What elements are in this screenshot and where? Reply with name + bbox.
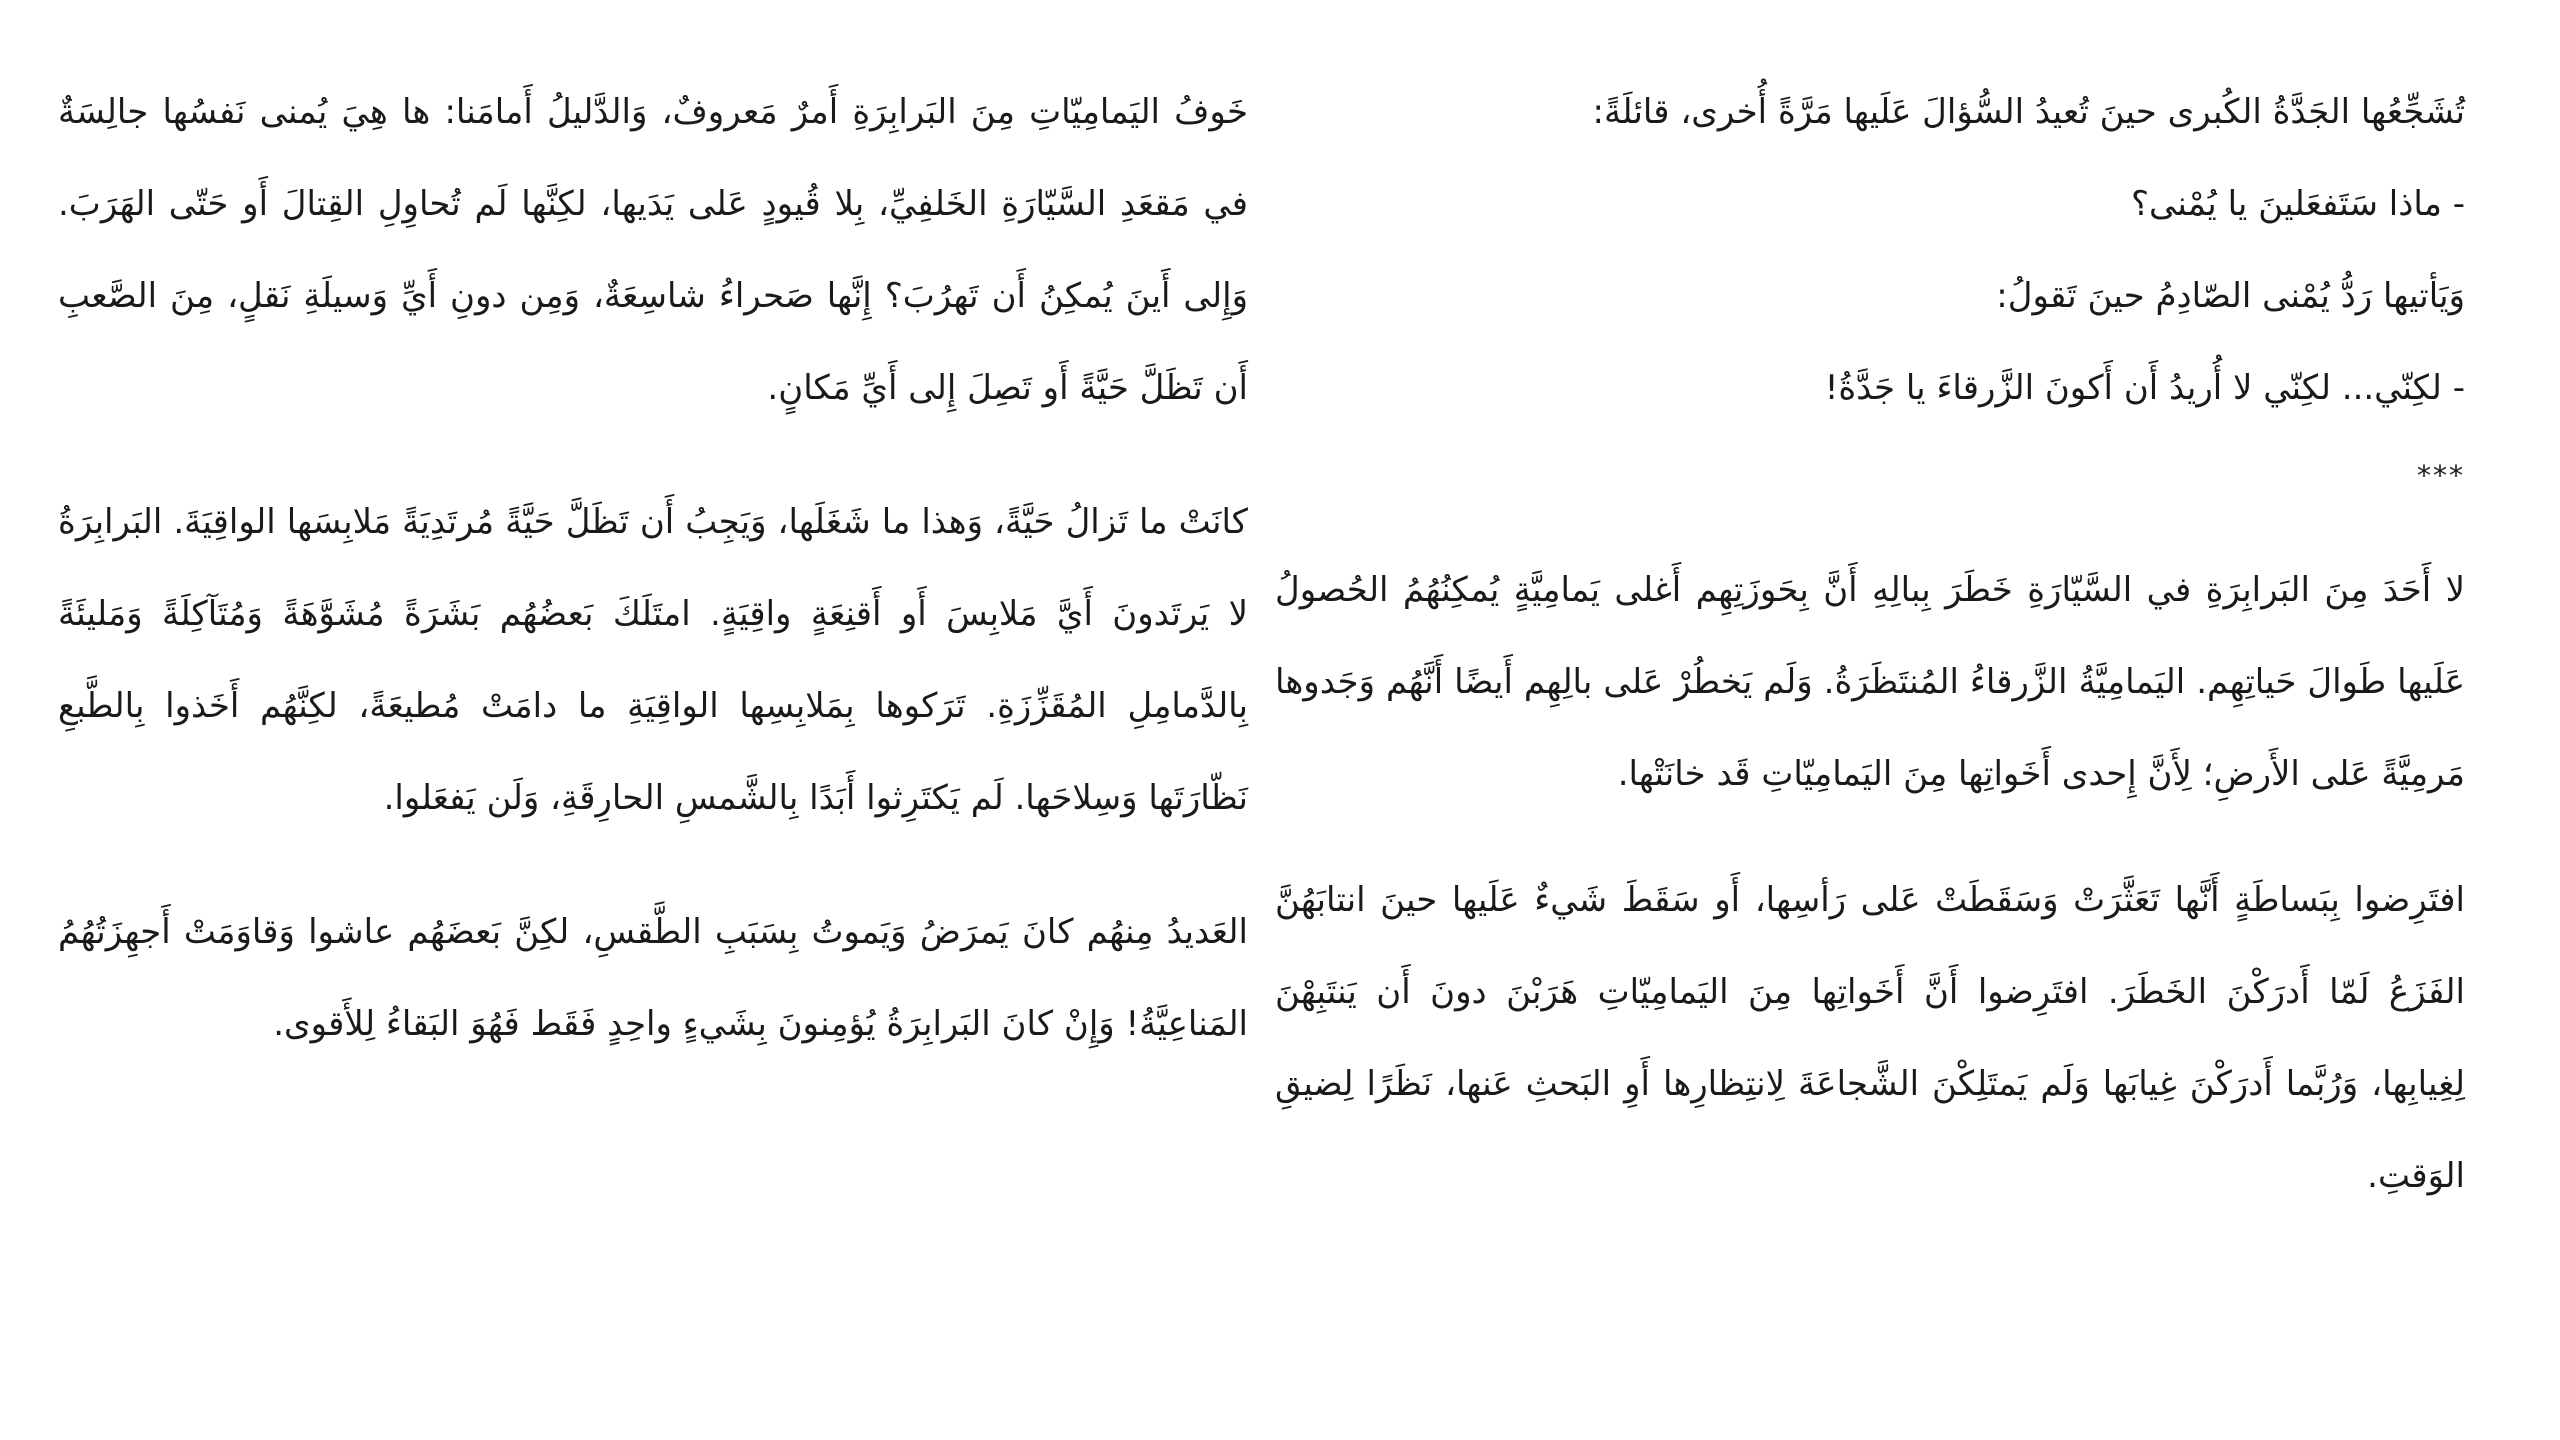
right-paragraph-2: افتَرِضوا بِبَساطَةٍ أَنَّها تَعَثَّرَتْ وَسَقَطَتْ عَلى رَأسِها، أَو سَقَطَ شَيءٌ عَلَيها حينَ انتابَهُنَّ الفَزَعُ لَمّا أَدرَكْنَ الخَطَرَ. افتَرِضوا أَنَّ أَخَواتِها مِنَ اليَمامِيّاتِ هَرَبْنَ دونَ أَن يَنتَبِهْنَ لِغِيابِها، وَرُبَّما أَدرَكْنَ غِيابَها وَلَم يَمتَلِكْنَ الشَّجاعَةَ لِانتِظارِها أَوِ البَحثِ عَنها، نَظَرًا لِضيقِ الوَقتِ. [1275,880,2465,1196]
left-page [58,66,1248,1112]
left-paragraph-1: خَوفُ اليَمامِيّاتِ مِنَ البَرابِرَةِ أَمرٌ مَعروفٌ، وَالدَّليلُ أَمامَنا: ها هِيَ يُمنى نَفسُها جالِسَةٌ في مَقعَدِ السَّيّارَةِ الخَلفِيِّ، بِلا قُيودٍ عَلى يَدَيها، لكِنَّها لَم تُحاوِلِ القِتالَ أَو حَتّى الهَرَبَ. وَإِلى أَينَ يُمكِنُ أَن تَهرُبَ؟ إِنَّها صَحراءُ شاسِعَةٌ، وَمِن دونِ أَيِّ وَسيلَةِ نَقلٍ، مِنَ الصَّعبِ أَن تَظَلَّ حَيَّةً أَو تَصِلَ إِلى أَيِّ مَكانٍ. [58,92,1248,408]
reply-intro-line: وَيَأتيها رَدُّ يُمْنى الصّادِمُ حينَ تَقولُ: [1996,276,2465,316]
section-separator: *** [2417,459,2465,492]
right-paragraph-1: لا أَحَدَ مِنَ البَرابِرَةِ في السَّيّارَةِ خَطَرَ بِبالِهِ أَنَّ بِحَوزَتِهِم أَغلى يَمامِيَّةٍ يُمكِنُهُمُ الحُصولُ عَلَيها طَوالَ حَياتِهِم. اليَمامِيَّةُ الزَّرقاءُ المُنتَظَرَةُ. وَلَم يَخطُرْ عَلى بالِهِم أَيضًا أَنَّهُم وَجَدوها مَرمِيَّةً عَلى الأَرضِ؛ لِأَنَّ إِحدى أَخَواتِها مِنَ اليَمامِيّاتِ قَد خانَتْها. [1275,570,2465,794]
left-paragraph-2: كانَتْ ما تَزالُ حَيَّةً، وَهذا ما شَغَلَها، وَيَجِبُ أَن تَظَلَّ حَيَّةً مُرتَدِيَةً مَلابِسَها الواقِيَةَ. البَرابِرَةُ لا يَرتَدونَ أَيَّ مَلابِسَ أَو أَقنِعَةٍ واقِيَةٍ. امتَلَكَ بَعضُهُم بَشَرَةً مُشَوَّهَةً وَمُتَآكِلَةً وَمَليئَةً بِالدَّمامِلِ المُقَزِّزَةِ. تَرَكوها بِمَلابِسِها الواقِيَةِ ما دامَتْ مُطيعَةً، لكِنَّهُم أَخَذوا بِالطَّبعِ نَظّارَتَها وَسِلاحَها. لَم يَكتَرِثوا أَبَدًا بِالشَّمسِ الحارِقَةِ، وَلَن يَفعَلوا. [58,502,1248,818]
left-paragraph-3: العَديدُ مِنهُم كانَ يَمرَضُ وَيَموتُ بِسَبَبِ الطَّقسِ، لكِنَّ بَعضَهُم عاشوا وَقاوَمَتْ أَجهِزَتُهُمُ المَناعِيَّةُ! وَإِنْ كانَ البَرابِرَةُ يُؤمِنونَ بِشَيءٍ واحِدٍ فَقَط فَهُوَ البَقاءُ لِلأَقوى. [58,912,1248,1044]
dialog-line-question: - ماذا سَتَفعَلينَ يا يُمْنى؟ [2131,184,2465,224]
dialog-line-answer: - لكِنّي... لكِنّي لا أُريدُ أَن أَكونَ الزَّرقاءَ يا جَدَّةُ! [1824,368,2465,408]
intro-line: تُشَجِّعُها الجَدَّةُ الكُبرى حينَ تُعيدُ السُّؤالَ عَلَيها مَرَّةً أُخرى، قائلَةً: [1592,92,2465,132]
right-page [1275,66,2465,1256]
